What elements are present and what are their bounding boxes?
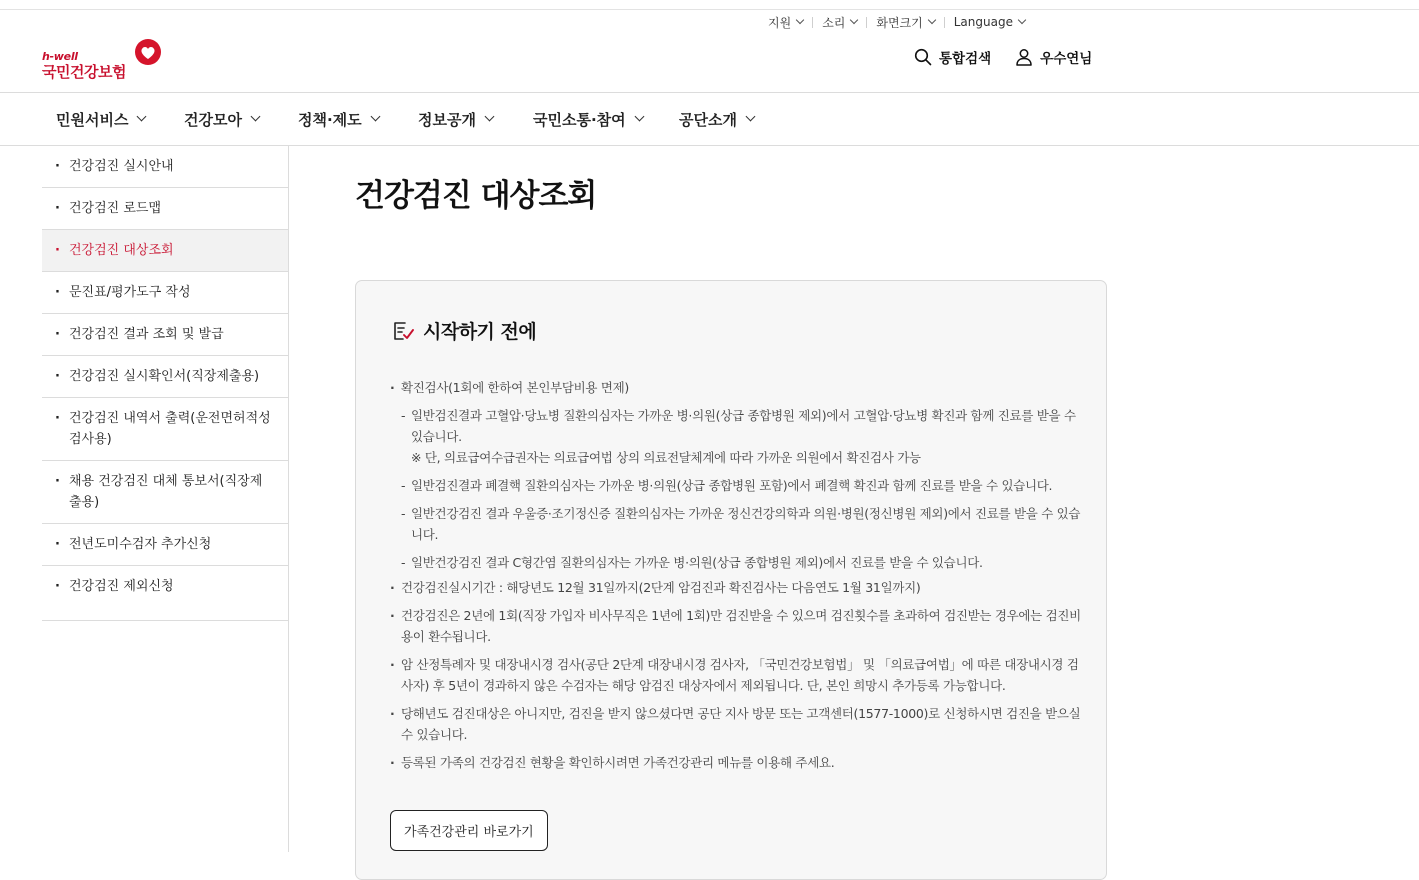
gnb-label: 민원서비스 [56, 110, 129, 129]
chevron-down-icon [634, 112, 644, 122]
sidebar-item-employment-notice[interactable]: · 채용 건강검진 대체 통보서(직장제출용) [42, 461, 288, 524]
gnb-label: 건강모아 [184, 110, 242, 129]
card-title: 시작하기 전에 [423, 321, 537, 343]
logo-tagline: h-well [42, 50, 78, 63]
util-language[interactable] [945, 15, 1034, 29]
search-icon [914, 48, 932, 66]
gnb-health-moa[interactable] [184, 93, 259, 145]
top-divider [0, 9, 1419, 10]
card-header [392, 317, 536, 344]
chevron-down-icon [1018, 16, 1026, 24]
chevron-down-icon [370, 112, 380, 122]
site-logo[interactable] [42, 38, 164, 84]
notes-list [389, 377, 1081, 780]
user-icon [1015, 48, 1033, 66]
note-text: · 건강검진실시기간 : 해당년도 12월 31일까지(2단계 암검진과 확진검사는 다음연도 1월 31일까지) [401, 580, 921, 595]
family-health-button[interactable]: 가족건강관리 바로가기 [390, 810, 548, 851]
sidebar-item-results[interactable]: · 건강검진 결과 조회 및 발급 [42, 314, 288, 356]
sidebar-item-checkup-guide[interactable]: · 건강검진 실시안내 [42, 146, 288, 188]
list-item [389, 654, 1081, 696]
chevron-down-icon [251, 112, 261, 122]
chevron-down-icon [137, 112, 147, 122]
checklist-icon [392, 320, 414, 342]
gnb-label: 국민소통·참여 [533, 110, 626, 129]
page-title: 건강검진 대상조회 [355, 178, 597, 214]
util-support-label: 지원 [768, 15, 792, 30]
integrated-search-button[interactable] [914, 47, 991, 67]
note-text: - 일반건강검진 결과 우울증·조기정신증 질환의심자는 가까운 정신건강의학과 의원·병원(정신병원 제외)에서 진료를 받을 수 있습니다. [411, 506, 1081, 542]
note-text: - 일반검진결과 폐결핵 질환의심자는 가까운 병·의원(상급 종합병원 포함)에서 폐결핵 확진과 함께 진료를 받을 수 있습니다. [411, 478, 1053, 493]
search-label: 통합검색 [939, 51, 992, 67]
list-item [389, 577, 1081, 598]
chevron-down-icon [796, 16, 804, 24]
note-text: - 일반건강검진 결과 C형간염 질환의심자는 가까운 병·의원(상급 종합병원 제외)에서 진료를 받을 수 있습니다. [411, 555, 983, 570]
sub-list-item [401, 503, 1081, 545]
list-item [389, 605, 1081, 647]
list-item [389, 752, 1081, 773]
sidebar-item-confirmation[interactable]: · 건강검진 실시확인서(직장제출용) [42, 356, 288, 398]
util-screen-size-label: 화면크기 [876, 15, 923, 30]
gnb-label: 정보공개 [418, 110, 476, 129]
chevron-down-icon [485, 112, 495, 122]
util-screen-size[interactable] [867, 14, 943, 31]
gnb-civil-service[interactable] [56, 93, 145, 145]
logo-name: 국민건강보험 [42, 63, 126, 81]
sidebar-item-exclusion-request[interactable]: · 건강검진 제외신청 [42, 566, 288, 621]
util-support[interactable] [762, 14, 812, 31]
sidebar-item-checkup-roadmap[interactable]: · 건강검진 로드맵 [42, 188, 288, 230]
note-text: · 건강검진은 2년에 1회(직장 가입자 비사무직은 1년에 1회)만 검진받을 수 있으며 검진횟수를 초과하여 검진받는 경우에는 검진비용이 환수됩니다. [401, 608, 1081, 644]
sidebar-divider [288, 146, 289, 852]
sidebar-item-target-inquiry[interactable]: · 건강검진 대상조회 [42, 230, 288, 272]
sidebar-item-questionnaire[interactable]: · 문진표/평가도구 작성 [42, 272, 288, 314]
before-start-card [355, 280, 1107, 880]
note-text: · 확진검사(1회에 한하여 본인부담비용 면제) [401, 380, 630, 395]
list-item [389, 703, 1081, 745]
util-sound-label: 소리 [822, 15, 846, 30]
chevron-down-icon [850, 16, 858, 24]
chevron-down-icon [928, 16, 936, 24]
gnb-disclosure[interactable] [418, 93, 493, 145]
sub-list-item [401, 405, 1081, 468]
list-item [389, 377, 1081, 573]
gnb-label: 공단소개 [679, 110, 737, 129]
header-actions [914, 47, 1092, 67]
utility-bar [762, 14, 1034, 30]
chevron-down-icon [746, 112, 756, 122]
note-text: · 당해년도 검진대상은 아니지만, 검진을 받지 않으셨다면 공단 지사 방문 또는 고객센터(1577-1000)로 신청하시면 검진을 받으실 수 있습니다. [401, 706, 1081, 742]
side-navigation [42, 146, 288, 621]
user-name: 우수연님 [1040, 51, 1093, 67]
gnb-label: 정책·제도 [298, 110, 362, 129]
note-remark: ※ 단, 의료급여수급권자는 의료급여법 상의 의료전달체계에 따라 가까운 의원에서 확진검사 가능 [411, 450, 921, 465]
gnb-policy[interactable] [298, 93, 379, 145]
sub-list-item [401, 552, 1081, 573]
gnb-about[interactable] [679, 93, 754, 145]
util-sound[interactable] [813, 14, 866, 31]
user-menu-button[interactable] [1015, 47, 1092, 67]
gnb-communication[interactable] [533, 93, 643, 145]
note-text: - 일반검진결과 고혈압·당뇨병 질환의심자는 가까운 병·의원(상급 종합병원 제외)에서 고혈압·당뇨병 확진과 함께 진료를 받을 수 있습니다. [411, 408, 1076, 444]
sidebar-item-history-print[interactable]: · 건강검진 내역서 출력(운전면허적성검사용) [42, 398, 288, 461]
heart-logo-icon [134, 38, 162, 66]
sub-list-item [401, 475, 1081, 496]
sidebar-item-additional-request[interactable]: · 전년도미수검자 추가신청 [42, 524, 288, 566]
note-text: · 암 산정특례자 및 대장내시경 검사(공단 2단계 대장내시경 검사자, 「국민건강보험법」 및 「의료급여법」에 따른 대장내시경 검사자) 후 5년이 경과하지 않은 수검자는 해당 암검진 대상자에서 제외됩니다. 단, 본인 희망시 추가등록 가능합니다. [401, 657, 1079, 693]
global-navigation [0, 92, 1419, 146]
note-text: · 등록된 가족의 건강검진 현황을 확인하시려면 가족건강관리 메뉴를 이용해 주세요. [401, 755, 835, 770]
util-language-label: Language [953, 15, 1013, 29]
